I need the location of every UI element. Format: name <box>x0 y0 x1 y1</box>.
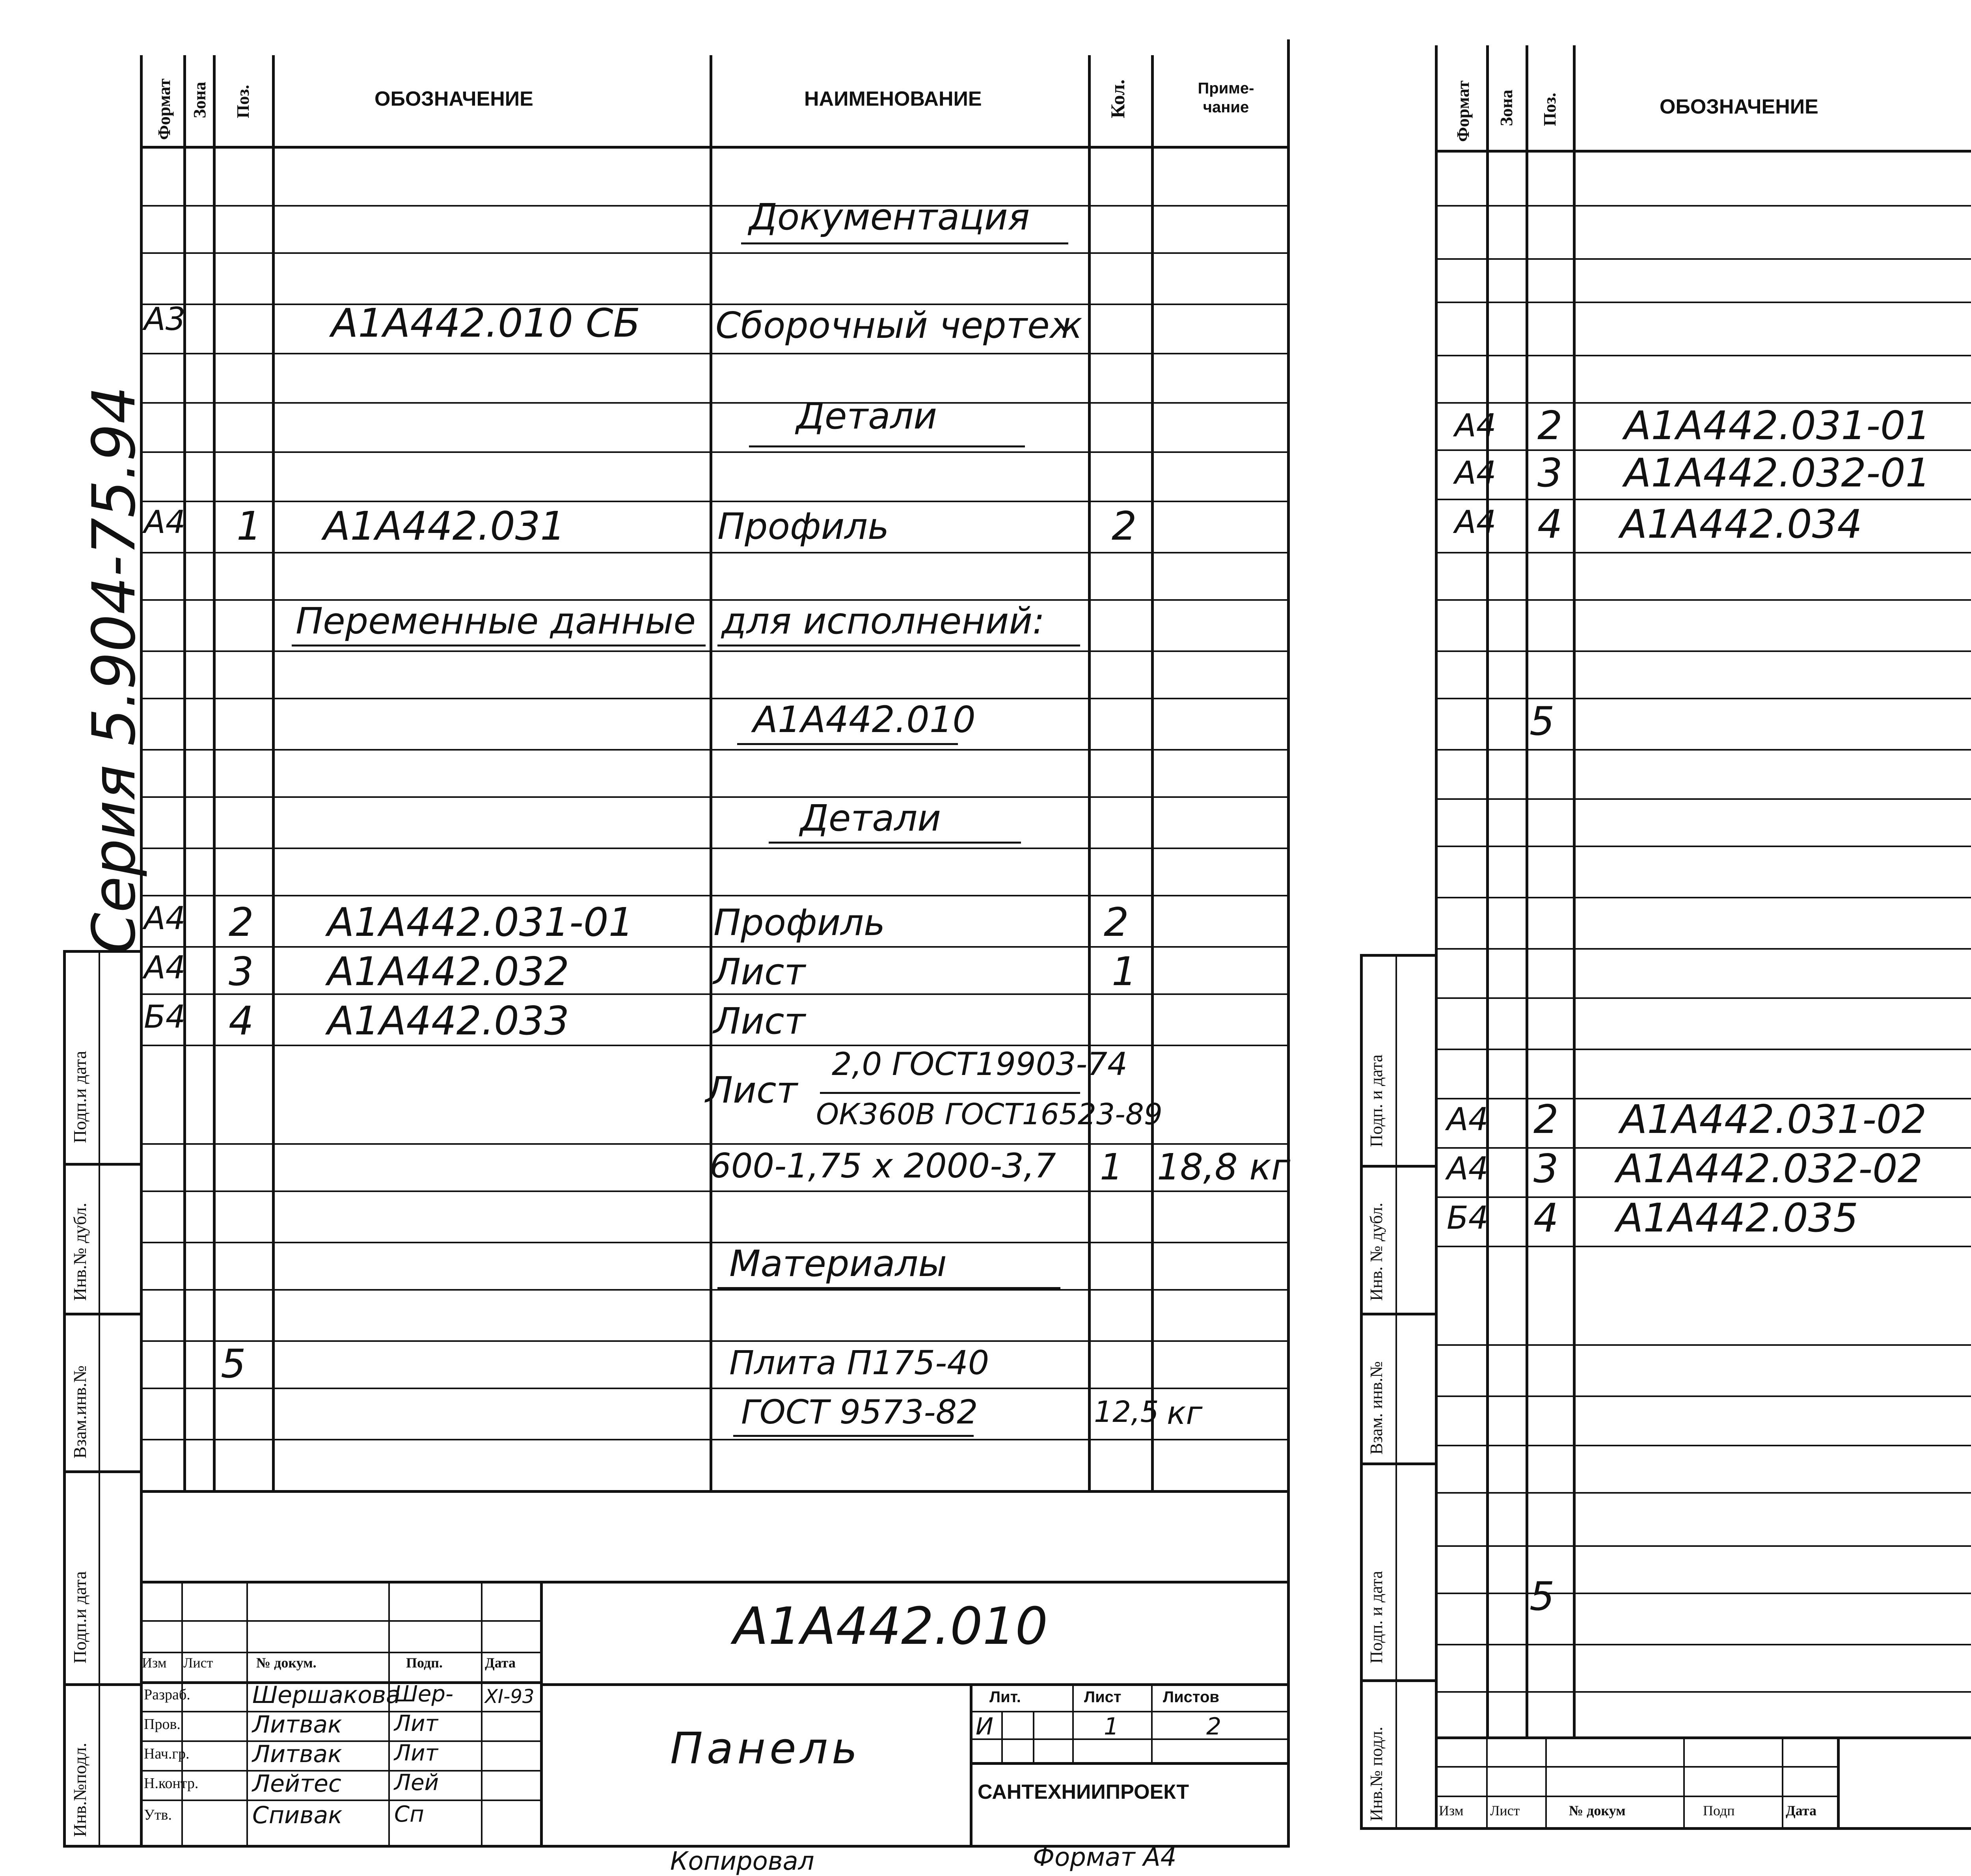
header-note: Приме-чание <box>1198 80 1254 116</box>
doc-section: Документация <box>749 196 1030 238</box>
header-name: НАИМЕНОВАНИЕ <box>804 88 982 110</box>
details-section-1: Детали <box>796 395 937 437</box>
size-spec: 600-1,75 x 2000-3,7 <box>710 1146 1056 1186</box>
materials-section: Материалы <box>729 1243 947 1285</box>
header-qty: Кол. <box>1107 79 1129 118</box>
details-section-2: Детали <box>800 797 941 839</box>
header-format: Формат <box>155 78 174 140</box>
header-designation: ОБОЗНАЧЕНИЕ <box>374 88 533 110</box>
org-name: САНТЕХНИИПРОЕКТ <box>978 1781 1189 1803</box>
title-name: Панель <box>670 1723 861 1774</box>
variant-code: А1А442.010 <box>753 699 976 741</box>
title-code: А1А442.010 <box>733 1596 1048 1656</box>
header-zone: Зона <box>190 82 209 118</box>
assembly-code: А1А442.010 СБ <box>331 300 641 346</box>
series-label: Серия 5.904-75.94 <box>80 386 149 954</box>
assembly-name: Сборочный чертеж <box>715 304 1082 347</box>
drawing-page: Серия 5.904-75.94 Формат Зона Поз. ОБОЗНАЧЕНИЕ НАИМЕНОВАНИЕ Кол. Приме-чание Документация А3 А1А442.010 СБ Сборочный чертеж Детали А4 1 А1А442.031 Профиль 2 Переменные данные для исполнений: А1А442.010 Детали А4 2 А1А442.031-01 Профиль 2 А4 3 А1А442.032 Лист 1 Б4 4 А1А442.033 Лист Лист 2,0 ГОСТ19903-74 ОК360В ГОСТ16523-89 600-1,75 x 2000-3,7 1 18,8 кг Материалы 5 Плита П175-40 ГОСТ 9573-82 12,5 кг А1А442.010 Панель САНТЕХНИИПРОЕКТ Лит. Лист Листов И 1 2 Изм Лист № докум. Подп. Дата Разраб. Шершакова Шер- XI-93 Пров. Литвак Лит Нач.гр. Литвак Лит Н.контр. Лейтес Лей Утв. Спивак Сп Подп.и дата Инв.№ дубл. Взам.инв.№ Подп.и дата Инв.№подл. Копировал Формат А4 Формат Зона Поз. ОБОЗНАЧЕНИЕ А4 2 А1А442.031-01 А4 3 А1А442.032-01 А4 4 А1А442.034 5 А4 2 А1А442.031-02 А4 3 А1А442.032-02 Б4 4 А1А442.035 5 Изм Лист № докум Подп Дата Подп. и дата Инв. № дубл. Взам. инв.№ Подп. и дата Инв.№ подл. <box>0 0 1971 1870</box>
header-pos: Поз. <box>233 85 253 118</box>
